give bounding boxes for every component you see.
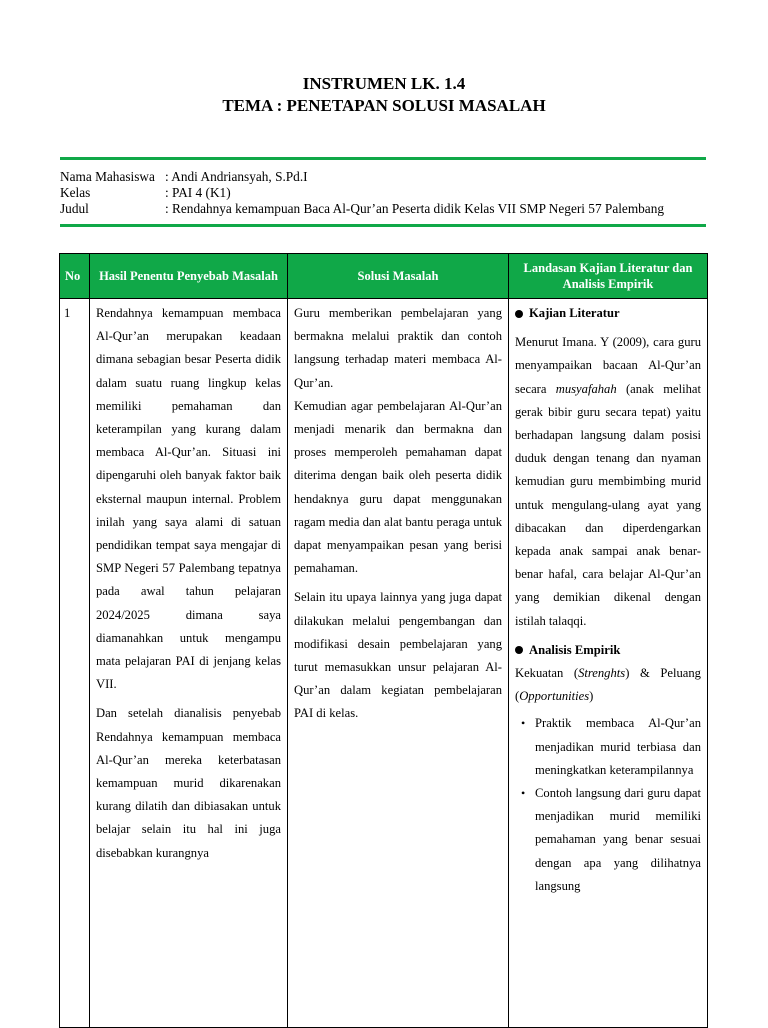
info-value: : Rendahnya kemampuan Baca Al-Qur’an Peserta didik Kelas VII SMP Negeri 57 Palembang [165, 201, 665, 216]
literature-heading [515, 302, 701, 325]
solution-cell [288, 299, 509, 1028]
info-label: Judul [60, 201, 89, 216]
strength-text: Kekuatan ( [515, 666, 579, 681]
row-number: 1 [60, 299, 90, 1028]
document-title: INSTRUMEN LK. 1.4 [302, 74, 466, 93]
header-solution: Solusi Masalah [288, 254, 509, 299]
literature-text: Menurut Imana. Y (2009), cara guru menyampaikan bacaan Al-Qur’an secara [515, 335, 701, 396]
header-cause: Hasil Penentu Penyebab Masalah [90, 254, 288, 299]
strength-line [515, 662, 701, 708]
empirical-heading [515, 639, 701, 662]
document-subtitle: TEMA : PENETAPAN SOLUSI MASALAH [222, 96, 546, 115]
bottom-divider [60, 224, 706, 227]
cause-cell [90, 299, 288, 1028]
top-divider [60, 157, 706, 160]
strength-term: Strenghts [578, 666, 626, 681]
cause-paragraph: Rendahnya kemampuan membaca Al-Qur’an merupakan keadaan dimana sebagian besar Peserta didik dalam suatu ruang lingkup kelas memiliki pemahaman dan keterampilan yang kurang dalam membaca Al-Qur’an. Situasi ini dipengaruhi oleh banyak faktor baik eksternal maupun internal. Problem inilah yang saya alami di satuan pendidikan tempat saya mengajar di SMP Negeri 57 Palembang tepatnya pada awal tahun pelajaran 2024/2025 dimana saya diamanahkan untuk mengampu mata pelajaran PAI di jenjang kelas VII. [96, 306, 281, 692]
info-value: : PAI 4 (K1) [165, 185, 231, 200]
literature-paragraph [515, 331, 701, 633]
solution-paragraph: Selain itu upaya lainnya yang juga dapat dilakukan melalui pengembangan dan modifikasi desain pembelajaran yang turut memasukkan unsur pelajaran Al-Qur’an dalam kegiatan pembelajaran PAI di kelas. [294, 590, 502, 721]
literature-term: musyafahah [555, 381, 617, 396]
opportunity-term: Opportunities [519, 689, 590, 704]
bullet-dot-icon [515, 646, 523, 654]
list-item: • Praktik membaca Al-Qur’an menjadikan murid terbiasa dan meningkatkan keterampilannya [535, 712, 701, 782]
solution-paragraph: Guru memberikan pembelajaran yang bermakna melalui praktik dan contoh langsung terhadap materi membaca Al-Qur’an. [294, 306, 502, 390]
info-value: : Andi Andriansyah, S.Pd.I [165, 169, 308, 184]
table-header-row [60, 254, 708, 299]
header-no: No [60, 254, 90, 299]
list-item: • Contoh langsung dari guru dapat menjadikan murid memiliki pemahaman yang benar sesuai dengan apa yang dilihatnya langsung [535, 782, 701, 898]
literature-text: (anak melihat gerak bibir guru secara tepat) yaitu berhadapan langsung dalam posisi duduk dengan tenang dan nyaman kemudian guru membimbing murid untuk mengulang-ulang ayat yang dibacakan dan diperdengarkan kepada anak sampai anak benar-benar hafal, cara belajar Al-Qur’an yang demikian dikenal dengan istilah talaqqi. [515, 381, 701, 628]
bullet-dot-icon [515, 310, 523, 318]
empirical-list [515, 712, 701, 898]
literature-heading-text: Kajian Literatur [529, 306, 620, 320]
solution-paragraph: Kemudian agar pembelajaran Al-Qur’an menjadi menarik dan bermakna dan proses memperoleh pemahaman dapat diterima dengan baik oleh peserta didik hendaknya guru dapat menggunakan ragam media dan alat bantu peraga untuk dapat menyampaikan pesan yang berisi pemahaman. [294, 398, 502, 576]
header-literature: Landasan Kajian Literatur dan Analisis Empirik [509, 254, 708, 299]
cause-paragraph: Dan setelah dianalisis penyebab Rendahnya kemampuan membaca Al-Qur’an mereka keterbatasan kemampuan murid dikarenakan kurang dilatih dan dibiasakan untuk belajar selain itu hal ini juga disebabkan kurangnya [96, 706, 281, 860]
info-label: Kelas [60, 185, 91, 200]
table-row [60, 299, 708, 1028]
strength-text: ) [589, 689, 594, 704]
empirical-heading-text: Analisis Empirik [529, 642, 621, 657]
info-label: Nama Mahasiswa [60, 169, 155, 184]
strength-text: ) & Peluang ( [515, 666, 701, 704]
solution-table [59, 253, 708, 1028]
literature-cell [509, 299, 708, 1028]
